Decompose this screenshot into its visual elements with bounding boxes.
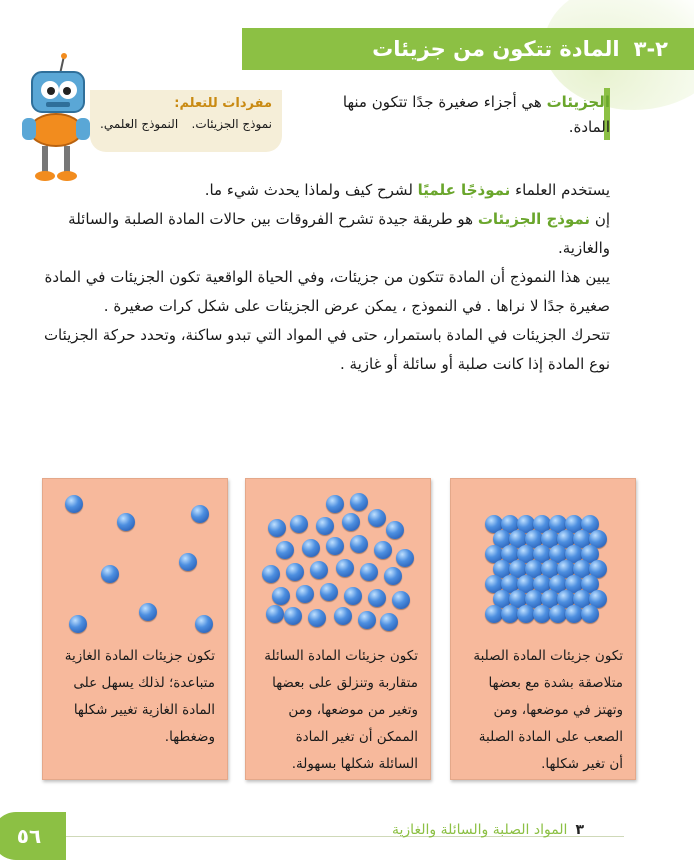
particle-ball — [69, 615, 87, 633]
particle-ball — [374, 541, 392, 559]
paragraph: إن نموذج الجزيئات هو طريقة جيدة تشرح الفروقات بين حالات المادة الصلبة والسائلة والغازية. — [68, 210, 610, 257]
particle-ball — [266, 605, 284, 623]
definition-text: هي أجزاء صغيرة جدًا تتكون منها المادة. — [342, 93, 610, 136]
particle-ball — [368, 509, 386, 527]
particle-ball — [179, 553, 197, 571]
chapter-title: المواد الصلبة والسائلة والغازية — [392, 822, 568, 838]
particle-ball — [286, 563, 304, 581]
particle-ball — [284, 607, 302, 625]
particle-ball — [268, 519, 286, 537]
robot-mascot-icon — [14, 52, 94, 184]
particle-ball — [358, 611, 376, 629]
vocabulary-term: النموذج العلمي. — [100, 117, 179, 131]
particle-ball — [350, 493, 368, 511]
paragraph: تتحرك الجزيئات في المادة باستمرار، حتى في المواد التي تبدو ساكنة، وتحدد حركة الجزيئات نوع المادة إذا كانت صلبة أو سائلة أو غازية . — [43, 326, 610, 373]
vocabulary-term: نموذج الجزيئات. — [191, 117, 272, 131]
particle-ball — [320, 583, 338, 601]
particle-ball — [276, 541, 294, 559]
vocabulary-title: مفردات للتعلم: — [174, 96, 272, 111]
chapter-number: ٣ — [575, 822, 584, 838]
section-title-bar — [242, 28, 694, 70]
particle-ball — [308, 609, 326, 627]
particle-ball — [272, 587, 290, 605]
particle-ball — [326, 495, 344, 513]
gas-description: تكون جزيئات المادة الغازية متباعدة؛ لذلك يسهل على المادة الغازية تغيير شكلها وضغطها. — [64, 648, 215, 745]
paragraph: يبين هذا النموذج أن المادة تتكون من جزيئات، وفي الحياة الواقعية تكون الجزيئات في المادة صغيرة جدًا لا نراها . في النموذج ، يمكن عرض الجزيئات على شكل كرات صغيرة . — [44, 268, 610, 315]
particle-ball — [101, 565, 119, 583]
particle-ball — [65, 495, 83, 513]
liquid-description: تكون جزيئات المادة السائلة متقاربة وتنزلق على بعضها وتغير من موضعها، ومن الممكن أن تغير المادة السائلة شكلها بسهولة. — [264, 648, 418, 772]
solid-description: تكون جزيئات المادة الصلبة متلاصقة بشدة مع بعضها وتهتز في موضعها، ومن الصعب على المادة الصلبة أن تغير شكلها. — [473, 648, 623, 772]
particle-ball — [384, 567, 402, 585]
particle-ball — [290, 515, 308, 533]
key-term: الجزيئات — [546, 93, 610, 111]
particle-ball — [334, 607, 352, 625]
paragraph: يستخدم العلماء نموذجًا علميًا لشرح كيف ولماذا يحدث شيء ما. — [204, 181, 610, 199]
particle-ball — [360, 563, 378, 581]
particle-ball — [302, 539, 320, 557]
particle-ball — [191, 505, 209, 523]
highlight-term: نموذجًا علميًا — [417, 181, 511, 199]
particle-ball — [342, 513, 360, 531]
section-title: المادة تتكون من جزيئات — [372, 37, 620, 61]
particle-ball — [262, 565, 280, 583]
particle-ball — [396, 549, 414, 567]
particle-ball — [195, 615, 213, 633]
particle-ball — [310, 561, 328, 579]
particle-ball — [380, 613, 398, 631]
particle-ball — [139, 603, 157, 621]
particle-ball — [350, 535, 368, 553]
particle-ball — [336, 559, 354, 577]
gas-panel — [42, 478, 228, 780]
liquid-panel — [245, 478, 431, 780]
section-number: ٢-٣ — [633, 37, 668, 61]
particle-ball — [368, 589, 386, 607]
particle-ball — [326, 537, 344, 555]
particle-ball — [296, 585, 314, 603]
intro-definition — [300, 90, 610, 140]
particle-ball — [581, 605, 599, 623]
particle-ball — [392, 591, 410, 609]
particle-ball — [316, 517, 334, 535]
footer — [392, 822, 584, 838]
solid-panel — [450, 478, 636, 780]
vocabulary-box — [90, 90, 282, 152]
body-text — [40, 176, 610, 379]
page-number: ٥٦ — [0, 812, 66, 860]
particle-ball — [344, 587, 362, 605]
particle-ball — [117, 513, 135, 531]
particle-ball — [386, 521, 404, 539]
highlight-term: نموذج الجزيئات — [477, 210, 591, 228]
